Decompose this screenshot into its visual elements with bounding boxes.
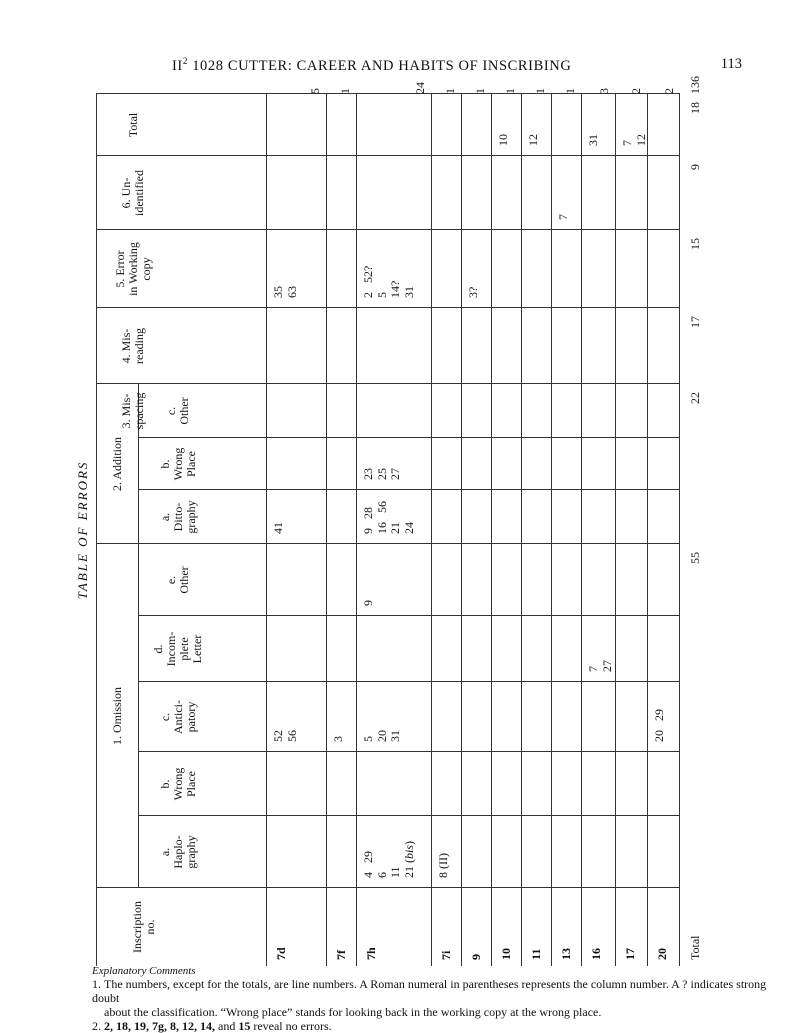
cell-om-e-total: 55 bbox=[688, 552, 702, 564]
cell-total-total: 136 bbox=[688, 76, 702, 94]
column-divider bbox=[96, 93, 680, 94]
comment-text: reveal no errors. bbox=[250, 1019, 332, 1033]
running-title-superscript: 2 bbox=[182, 56, 188, 66]
column-divider bbox=[138, 751, 680, 752]
row-divider bbox=[615, 94, 616, 966]
running-title-prefix: II bbox=[172, 57, 183, 74]
row-divider bbox=[581, 94, 582, 966]
row-label: 16 bbox=[589, 948, 603, 960]
column-divider bbox=[138, 815, 680, 816]
subheader-ad-b: b. Wrong Place bbox=[157, 447, 198, 481]
header-total: Total bbox=[125, 112, 140, 138]
subheader-ad-a: a. Ditto- graphy bbox=[157, 500, 198, 534]
cell-om-c: 3 bbox=[331, 736, 345, 742]
subheader-ad-c: c. Other bbox=[164, 397, 191, 425]
header-bottom-rule bbox=[266, 94, 267, 966]
row-label: 10 bbox=[499, 948, 513, 960]
row-label: 7d bbox=[274, 947, 288, 960]
header-addition: 2. Addition bbox=[109, 437, 124, 492]
cell-total: 2 bbox=[629, 88, 643, 94]
group-header-rule bbox=[138, 384, 139, 888]
comment-text: and bbox=[215, 1019, 239, 1033]
comments-title: Explanatory Comments bbox=[92, 965, 196, 977]
comment-1-continued bbox=[92, 1005, 772, 1019]
row-label: 13 bbox=[559, 948, 573, 960]
row-divider bbox=[551, 94, 552, 966]
cell-ad-c-total: 22 bbox=[688, 392, 702, 404]
header-unidentified: 6. Un- identified bbox=[119, 170, 146, 216]
row-divider bbox=[326, 94, 327, 966]
subheader-om-e: e. Other bbox=[164, 566, 191, 594]
subheader-om-c: c. Antici- patory bbox=[157, 700, 198, 734]
cell-total: 1 bbox=[443, 88, 457, 94]
table-caption: TABLE OF ERRORS bbox=[75, 460, 90, 600]
column-divider bbox=[96, 307, 680, 308]
cell-total: 3 bbox=[597, 88, 611, 94]
cell-misspacing-total: 17 bbox=[688, 316, 702, 328]
comment-2 bbox=[92, 1019, 772, 1033]
row-divider bbox=[521, 94, 522, 966]
column-divider bbox=[96, 155, 680, 156]
cell-misreading: 35 63 bbox=[271, 286, 299, 298]
header-misspacing: 3. Mis- spacing bbox=[119, 392, 146, 430]
header-omission: 1. Omission bbox=[109, 687, 124, 746]
row-label: 17 bbox=[623, 948, 637, 960]
cell-unidentified-total: 18 bbox=[688, 102, 702, 114]
cell-total: 24 bbox=[413, 82, 427, 94]
row-label: Total bbox=[688, 935, 702, 960]
cell-ad-a: 9 28 16 56 21 24 bbox=[361, 501, 416, 534]
column-divider bbox=[138, 681, 680, 682]
cell-unidentified: 7 12 bbox=[620, 134, 648, 146]
subheader-om-d: d. Incom- plete Letter bbox=[151, 631, 204, 667]
comment-text: about the classification. “Wrong place” stands for looking back in the working copy at the wrong place. bbox=[104, 1005, 602, 1019]
row-label: 20 bbox=[655, 948, 669, 960]
column-divider bbox=[138, 437, 680, 438]
row-label: 9 bbox=[469, 954, 483, 960]
row-label: 7h bbox=[364, 947, 378, 960]
running-title-text: 1028 CUTTER: CAREER AND HABITS OF INSCRIBING bbox=[187, 57, 572, 74]
cell-total: 1 bbox=[503, 88, 517, 94]
cell-unidentified: 12 bbox=[526, 134, 540, 146]
header-inscription-no: Inscription no. bbox=[130, 901, 157, 953]
cell-unidentified: 10 bbox=[496, 134, 510, 146]
cell-om-d: 7 27 bbox=[586, 660, 614, 672]
cell-total: 1 bbox=[563, 88, 577, 94]
cell-misreading-total: 15 bbox=[688, 238, 702, 250]
column-divider bbox=[96, 229, 680, 230]
comment-1 bbox=[92, 977, 772, 1005]
table-of-errors bbox=[96, 76, 702, 966]
row-divider bbox=[647, 94, 648, 966]
cell-total: 2 bbox=[662, 88, 676, 94]
cell-unidentified: 31 bbox=[586, 134, 600, 146]
cell-om-a: 8 (II) bbox=[436, 853, 450, 878]
cell-error-working-total: 9 bbox=[688, 164, 702, 170]
comment-number: 1. bbox=[92, 977, 101, 991]
row-label: 7f bbox=[334, 950, 348, 960]
cell-total: 1 bbox=[338, 88, 352, 94]
row-label: 7i bbox=[439, 950, 453, 960]
subheader-om-b: b. Wrong Place bbox=[157, 767, 198, 801]
row-divider bbox=[491, 94, 492, 966]
cell-om-c: 52 56 bbox=[271, 730, 299, 742]
page-header bbox=[0, 56, 792, 76]
comment-number: 2. bbox=[92, 1019, 101, 1033]
comment-text: The numbers, except for the totals, are line numbers. A Roman numeral in parentheses represents the column number. A ? indicates strong doubt bbox=[92, 977, 767, 1005]
cell-ad-a: 41 bbox=[271, 522, 285, 534]
running-title bbox=[172, 56, 571, 75]
cell-om-a: 4 29 6 11 21 (bis) bbox=[361, 840, 416, 878]
cell-om-c: 5 20 31 bbox=[361, 730, 402, 742]
comment-bold-numbers: 15 bbox=[238, 1019, 251, 1033]
row-label: 11 bbox=[529, 948, 543, 960]
cell-om-e: 9 bbox=[361, 600, 375, 606]
bis-italic: bis bbox=[401, 844, 416, 859]
cell-total: 5 bbox=[308, 88, 322, 94]
cell-total: 1 bbox=[533, 88, 547, 94]
column-divider bbox=[138, 615, 680, 616]
cell-misreading: 3? bbox=[466, 286, 480, 298]
table-bottom-rule bbox=[679, 94, 680, 966]
column-divider bbox=[138, 489, 680, 490]
rotated-table-block bbox=[70, 76, 702, 966]
cell-misreading: 2 52? 5 14? 31 bbox=[361, 265, 416, 298]
cell-om-c: 20 29 bbox=[652, 709, 666, 742]
comment-bold-numbers: 2, 18, 19, 7g, 8, 12, 14, bbox=[104, 1019, 215, 1033]
explanatory-comments bbox=[92, 965, 772, 1033]
subheader-om-a: a. Haplo- graphy bbox=[157, 835, 198, 869]
row-divider bbox=[356, 94, 357, 966]
cell-ad-b: 23 25 27 bbox=[361, 468, 402, 480]
row-divider bbox=[431, 94, 432, 966]
header-error-working-copy: 5. Error in Working copy bbox=[112, 242, 153, 296]
page-number: 113 bbox=[720, 56, 742, 72]
cell-error-working: 7 bbox=[556, 214, 570, 220]
cell-total: 1 bbox=[473, 88, 487, 94]
header-misreading: 4. Mis- reading bbox=[119, 328, 146, 364]
row-divider bbox=[461, 94, 462, 966]
